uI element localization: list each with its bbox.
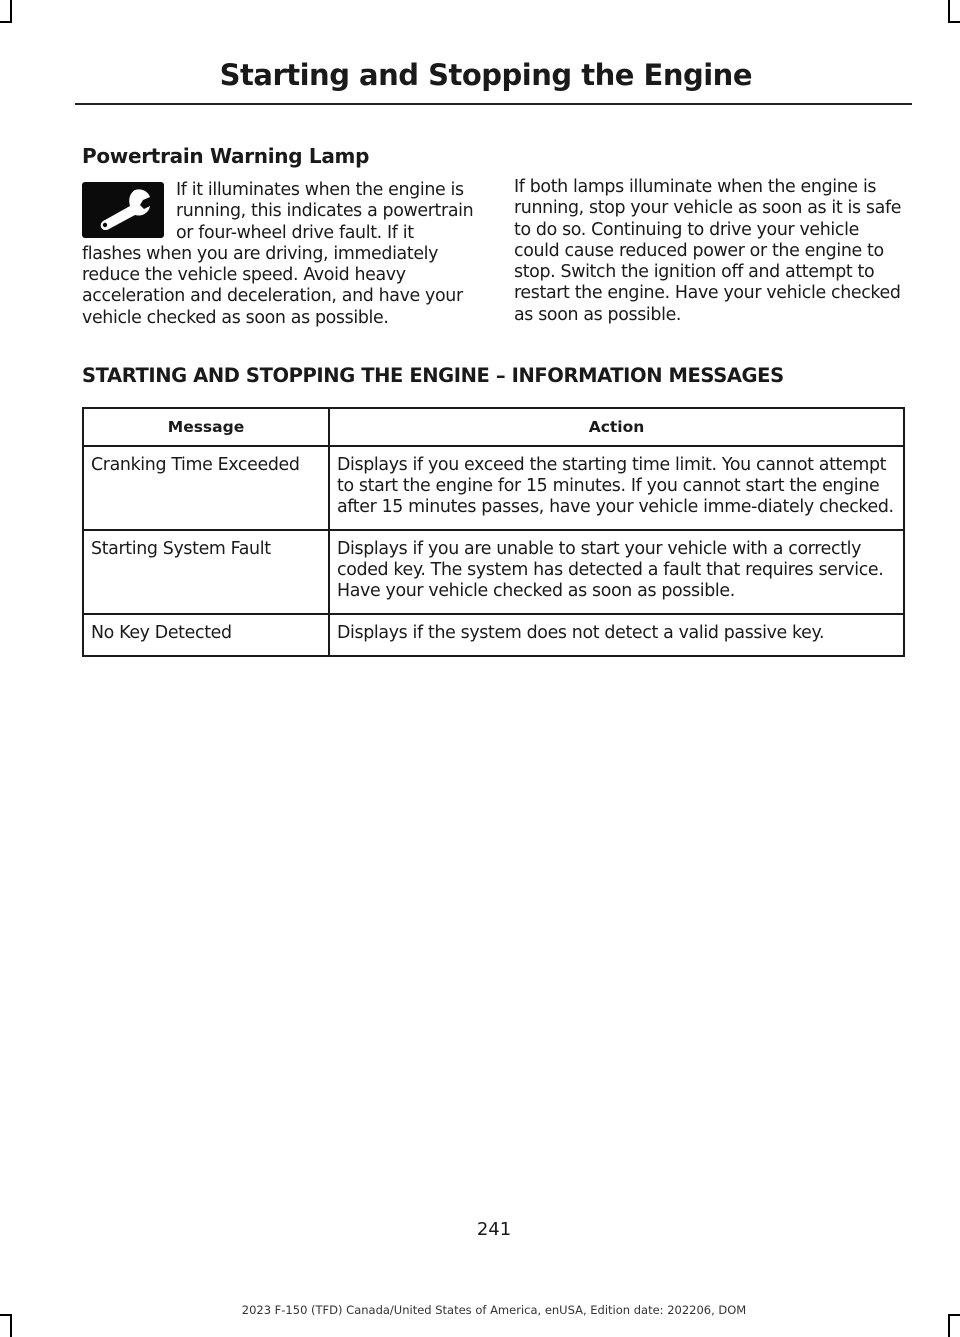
powertrain-section [82,144,477,329]
crop-mark [10,1315,12,1337]
crop-mark [948,0,950,22]
crop-mark [948,1315,950,1337]
footer-edition: 2023 F-150 (TFD) Canada/United States of America, enUSA, Edition date: 202206, DOM [241,1303,747,1317]
crop-mark [948,21,960,23]
page-title: Starting and Stopping the Engine [219,58,752,92]
action-cell: Displays if you are unable to start your vehicle with a correctly coded key. The system has detected a fault that requires service. Have your vehicle checked as soon as possible. [329,530,904,614]
message-cell: No Key Detected [83,614,329,656]
powertrain-description: If it illuminates when the engine is running, this indicates a powertrain or four-wheel drive fault. If it flashes when you are driving, immediately reduce the vehicle speed. Avoid heavy acceleration and deceleration, and have your vehicle checked as soon as possible. [82,180,474,328]
crop-mark [0,21,12,23]
powertrain-continued [514,145,909,326]
action-cell: Displays if the system does not detect a valid passive key. [329,614,904,656]
message-cell: Cranking Time Exceeded [83,446,329,530]
column-header-message: Message [83,408,329,446]
table-row [83,530,904,614]
section-title: Powertrain Warning Lamp [82,144,370,168]
table-row [83,614,904,656]
table-header-row [83,408,904,446]
wrench-icon [82,182,164,238]
messages-table [82,407,905,657]
messages-title: STARTING AND STOPPING THE ENGINE – INFORMATION MESSAGES [82,364,784,387]
both-lamps-description: If both lamps illuminate when the engine is running, stop your vehicle as soon as it is safe to do so. Continuing to drive your vehicle could cause reduced power or the engine to stop. Switch the ignition off and attempt to restart the engine. Have your vehicle checked as soon as possible. [514,177,902,325]
message-cell: Starting System Fault [83,530,329,614]
table-row [83,446,904,530]
column-header-action: Action [329,408,904,446]
page-number: 241 [476,1219,512,1240]
action-cell: Displays if you exceed the starting time limit. You cannot attempt to start the engine for 15 minutes. If you cannot start the engine after 15 minutes passes, have your vehicle imme-diately checked. [329,446,904,530]
crop-mark [10,0,12,22]
header-divider [75,103,912,105]
